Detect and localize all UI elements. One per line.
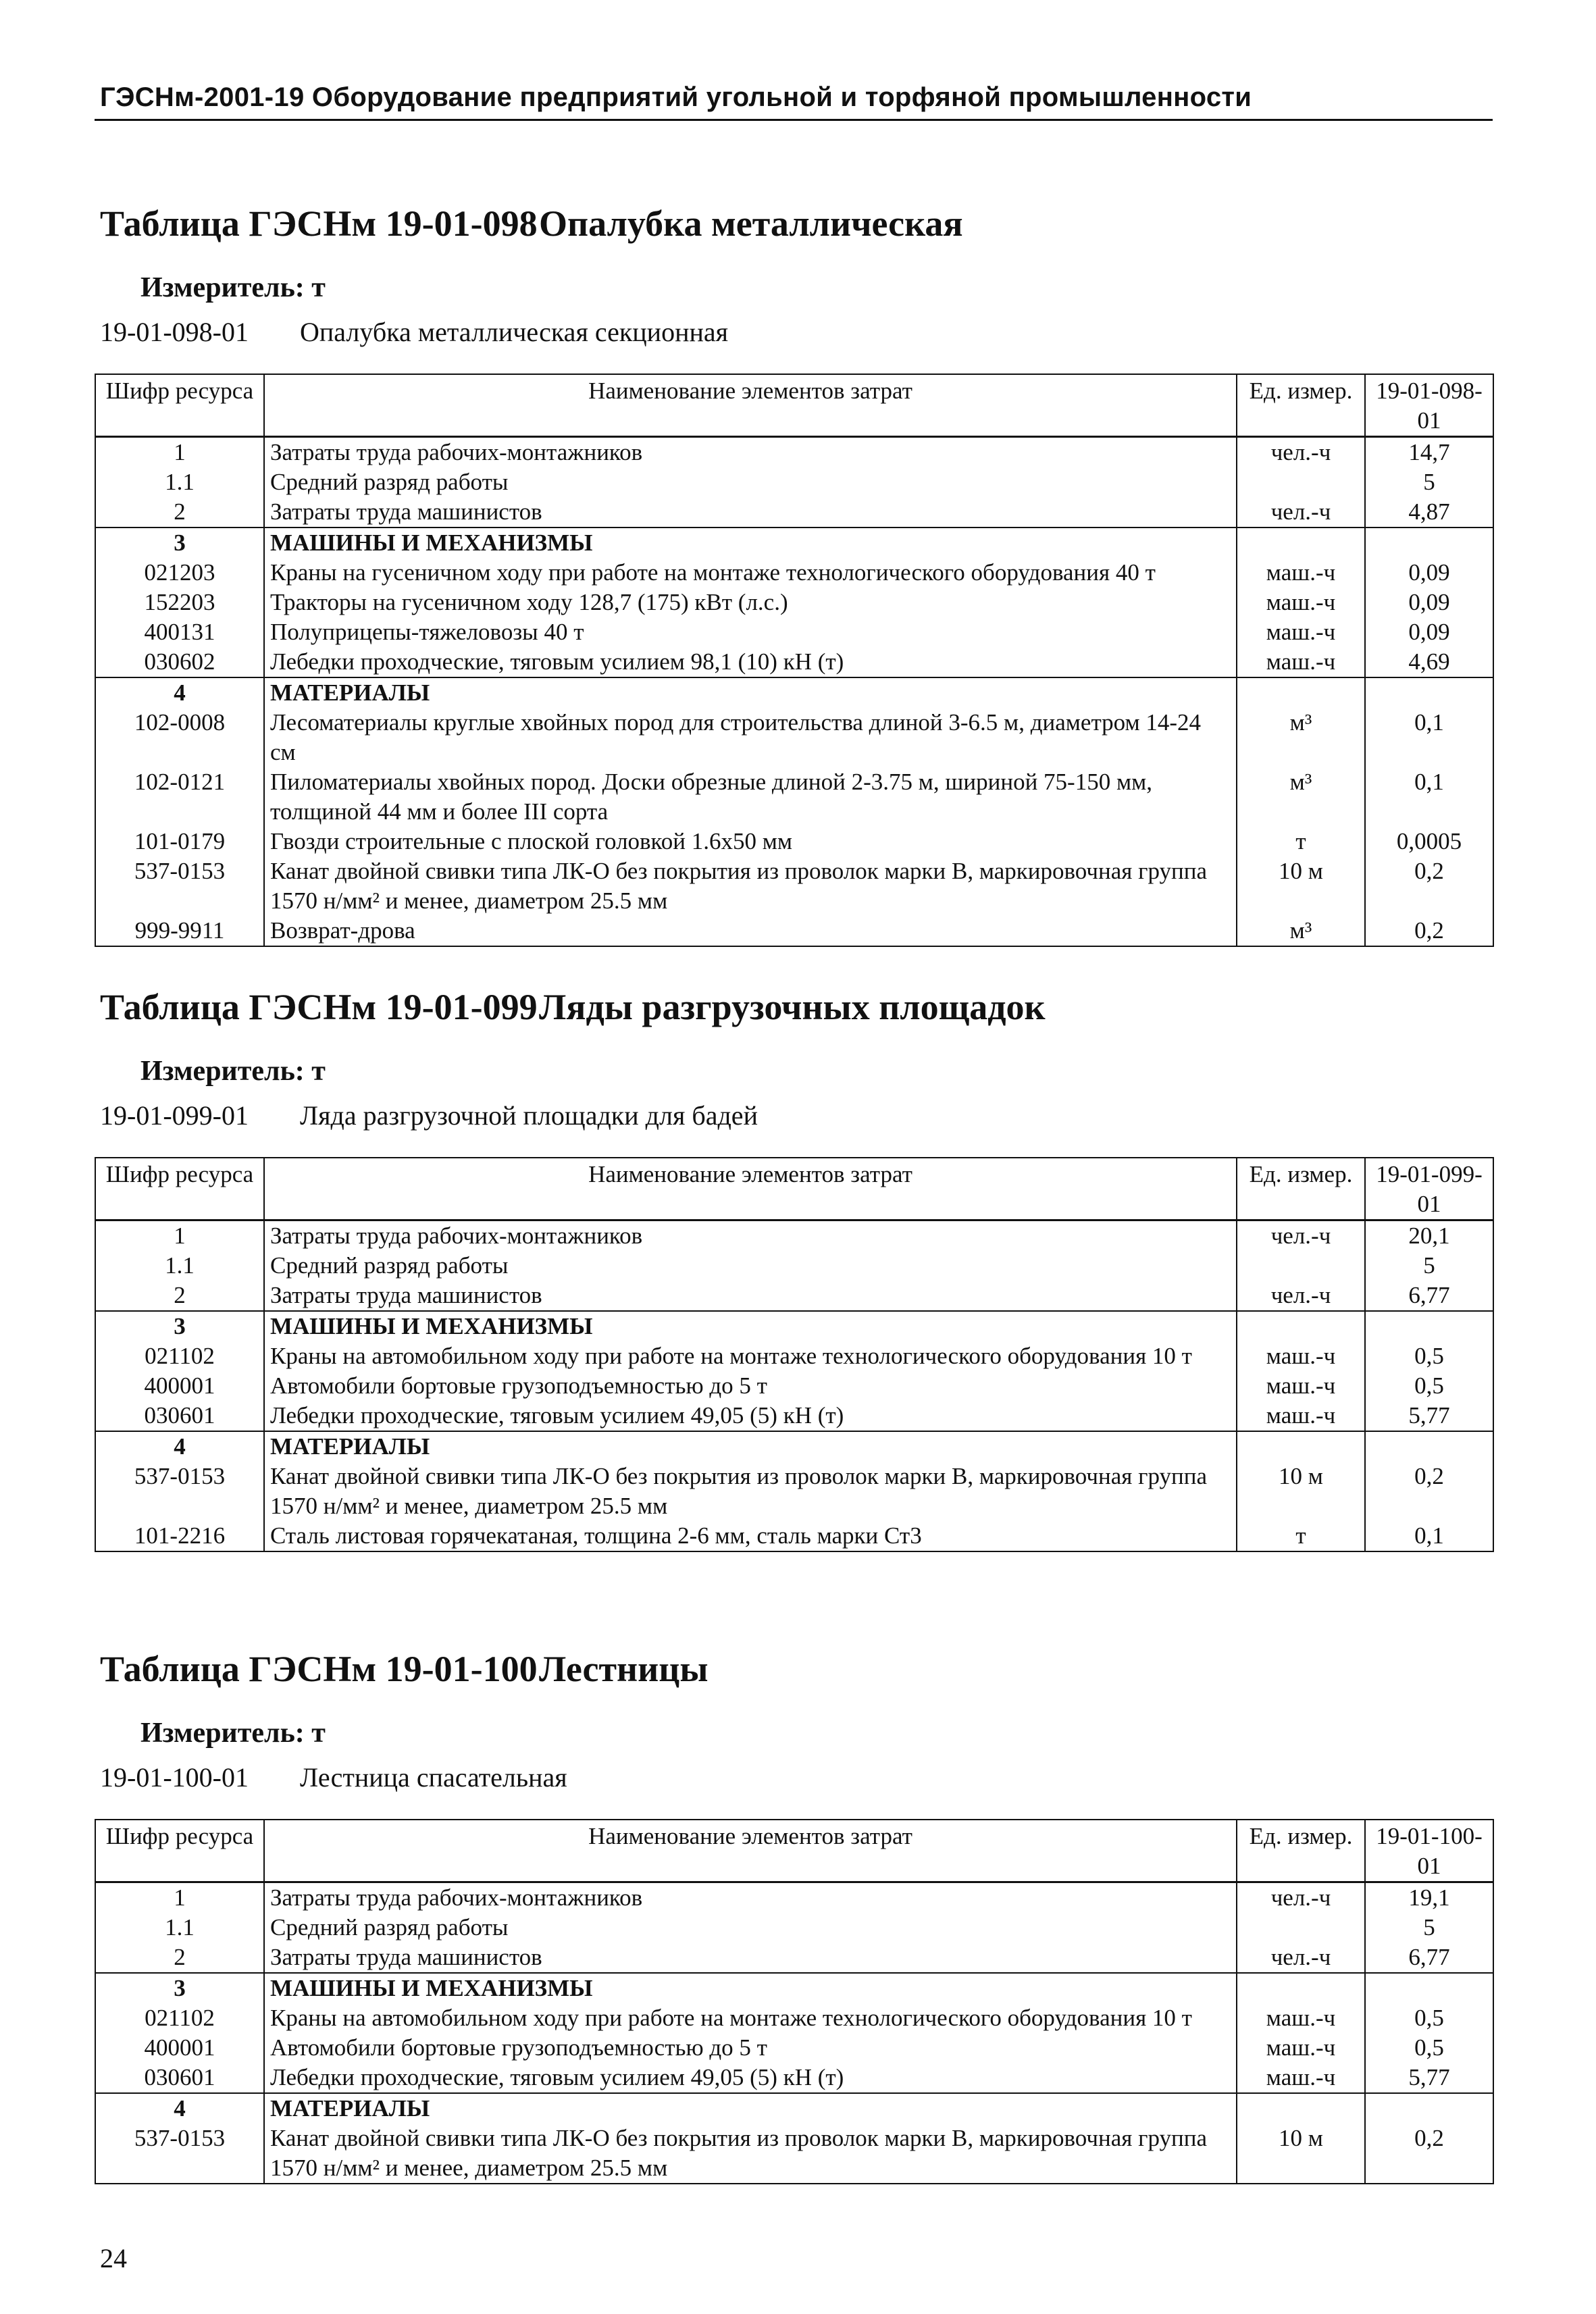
work-name: Ляда разгрузочной площадки для бадей [300, 1100, 758, 1131]
norm-value: 5 [1365, 1251, 1493, 1281]
unit-of-measure [1237, 467, 1365, 497]
table-row [95, 708, 1493, 767]
resource-code: 537-0153 [95, 856, 264, 916]
cost-element-name: Канат двойной свивки типа ЛК-О без покрытия из проволок марки В, маркировочная группа 1570 н/мм² и менее, диаметром 25.5 мм [264, 856, 1237, 916]
column-header-value: 19-01-099-01 [1365, 1158, 1493, 1220]
resource-code: 2 [95, 1943, 264, 1973]
table-section-098 [95, 203, 1493, 947]
cost-element-name: МАШИНЫ И МЕХАНИЗМЫ [264, 1311, 1237, 1341]
column-header-name: Наименование элементов затрат [264, 1158, 1237, 1220]
table-title: Ляды разгрузочных площадок [539, 987, 1046, 1027]
unit-of-measure: м³ [1237, 708, 1365, 767]
resource-code: 152203 [95, 588, 264, 617]
work-code: 19-01-100-01 [100, 1762, 249, 1793]
unit-of-measure: маш.-ч [1237, 558, 1365, 588]
norm-value: 4,87 [1365, 497, 1493, 528]
cost-element-name: Затраты труда рабочих-монтажников [264, 1220, 1237, 1252]
resource-code: 102-0121 [95, 767, 264, 827]
resource-code: 4 [95, 677, 264, 708]
resource-code: 2 [95, 1281, 264, 1311]
table-row [95, 1311, 1493, 1341]
table-title: Опалубка металлическая [539, 203, 963, 244]
cost-element-name: Затраты труда машинистов [264, 1281, 1237, 1311]
norm-value: 0,5 [1365, 1371, 1493, 1401]
table-row [95, 1281, 1493, 1311]
cost-element-name: Средний разряд работы [264, 1251, 1237, 1281]
table-row [95, 916, 1493, 946]
page-number: 24 [100, 2243, 127, 2273]
norm-value: 6,77 [1365, 1281, 1493, 1311]
norm-value: 19,1 [1365, 1882, 1493, 1913]
unit-of-measure [1237, 528, 1365, 558]
header-row [95, 1158, 1493, 1220]
resource-code: 021102 [95, 1341, 264, 1371]
resource-code: 537-0153 [95, 2124, 264, 2184]
norm-value: 20,1 [1365, 1220, 1493, 1252]
unit-of-measure: чел.-ч [1237, 437, 1365, 468]
cost-element-name: Автомобили бортовые грузоподъемностью до 5 т [264, 2033, 1237, 2063]
column-header-code: Шифр ресурса [95, 1158, 264, 1220]
work-line [100, 1762, 1493, 1793]
column-header-value: 19-01-098-01 [1365, 374, 1493, 437]
table-section-100 [95, 1648, 1493, 2184]
column-header-code: Шифр ресурса [95, 1820, 264, 1882]
norm-value: 5 [1365, 467, 1493, 497]
measure-unit: Измеритель: т [140, 1056, 326, 1087]
unit-of-measure [1237, 1973, 1365, 2003]
cost-element-name: Лебедки проходческие, тяговым усилием 49,05 (5) кН (т) [264, 2063, 1237, 2093]
norm-value [1365, 1431, 1493, 1462]
norm-value: 0,5 [1365, 2003, 1493, 2033]
table-row [95, 2063, 1493, 2093]
cost-element-name: Возврат-дрова [264, 916, 1237, 946]
table-row [95, 1943, 1493, 1973]
unit-of-measure [1237, 1311, 1365, 1341]
table-row [95, 558, 1493, 588]
cost-element-name: Затраты труда рабочих-монтажников [264, 1882, 1237, 1913]
column-header-name: Наименование элементов затрат [264, 374, 1237, 437]
table-row [95, 1220, 1493, 1252]
resource-code: 1.1 [95, 467, 264, 497]
norm-value: 5,77 [1365, 1401, 1493, 1431]
unit-of-measure: чел.-ч [1237, 1943, 1365, 1973]
table-row [95, 467, 1493, 497]
cost-element-name: Автомобили бортовые грузоподъемностью до 5 т [264, 1371, 1237, 1401]
unit-of-measure: т [1237, 1521, 1365, 1551]
norm-value: 5,77 [1365, 2063, 1493, 2093]
table-row [95, 588, 1493, 617]
unit-of-measure: маш.-ч [1237, 2063, 1365, 2093]
cost-element-name: МАШИНЫ И МЕХАНИЗМЫ [264, 1973, 1237, 2003]
resource-code: 999-9911 [95, 916, 264, 946]
work-line [100, 1100, 1493, 1131]
cost-element-name: Полуприцепы-тяжеловозы 40 т [264, 617, 1237, 647]
table-row [95, 1431, 1493, 1462]
resource-code: 2 [95, 497, 264, 528]
norm-value: 0,0005 [1365, 827, 1493, 856]
cost-element-name: Средний разряд работы [264, 1913, 1237, 1943]
resource-code: 030601 [95, 1401, 264, 1431]
cost-element-name: МАТЕРИАЛЫ [264, 1431, 1237, 1462]
work-code: 19-01-099-01 [100, 1100, 249, 1131]
resource-code: 1.1 [95, 1251, 264, 1281]
resource-code: 3 [95, 1311, 264, 1341]
unit-of-measure: маш.-ч [1237, 617, 1365, 647]
norm-value: 0,09 [1365, 617, 1493, 647]
header-divider [95, 119, 1493, 121]
table-row [95, 1341, 1493, 1371]
unit-of-measure: маш.-ч [1237, 1401, 1365, 1431]
cost-element-name: Затраты труда рабочих-монтажников [264, 437, 1237, 468]
cost-element-name: Затраты труда машинистов [264, 497, 1237, 528]
unit-of-measure: маш.-ч [1237, 2003, 1365, 2033]
resource-code: 021102 [95, 2003, 264, 2033]
cost-element-name: Лебедки проходческие, тяговым усилием 98,1 (10) кН (т) [264, 647, 1237, 677]
unit-of-measure [1237, 1251, 1365, 1281]
unit-of-measure: 10 м [1237, 2124, 1365, 2184]
cost-element-name: Пиломатериалы хвойных пород. Доски обрезные длиной 2-3.75 м, шириной 75-150 мм, толщиной 44 мм и более III сорта [264, 767, 1237, 827]
header-row [95, 374, 1493, 437]
resource-code: 101-0179 [95, 827, 264, 856]
norm-value: 0,2 [1365, 2124, 1493, 2184]
table-row [95, 528, 1493, 558]
table-title: Лестницы [539, 1649, 709, 1689]
resource-code: 4 [95, 2093, 264, 2124]
norm-value: 0,5 [1365, 2033, 1493, 2063]
norm-table [95, 374, 1494, 947]
unit-of-measure: 10 м [1237, 1462, 1365, 1521]
cost-element-name: Сталь листовая горячекатаная, толщина 2-6 мм, сталь марки Ст3 [264, 1521, 1237, 1551]
resource-code: 400001 [95, 1371, 264, 1401]
unit-of-measure: м³ [1237, 916, 1365, 946]
table-row [95, 767, 1493, 827]
resource-code: 400131 [95, 617, 264, 647]
table-row [95, 497, 1493, 528]
table-row [95, 647, 1493, 677]
resource-code: 1 [95, 1220, 264, 1252]
norm-value: 4,69 [1365, 647, 1493, 677]
norm-value [1365, 1311, 1493, 1341]
unit-of-measure: чел.-ч [1237, 497, 1365, 528]
cost-element-name: Канат двойной свивки типа ЛК-О без покрытия из проволок марки В, маркировочная группа 1570 н/мм² и менее, диаметром 25.5 мм [264, 2124, 1237, 2184]
table-row [95, 1462, 1493, 1521]
norm-value: 14,7 [1365, 437, 1493, 468]
unit-of-measure: чел.-ч [1237, 1281, 1365, 1311]
unit-of-measure: м³ [1237, 767, 1365, 827]
section-title [100, 1648, 1493, 1690]
norm-value: 6,77 [1365, 1943, 1493, 1973]
norm-value: 0,09 [1365, 588, 1493, 617]
section-title [100, 203, 1493, 245]
table-row [95, 1521, 1493, 1551]
work-code: 19-01-098-01 [100, 317, 249, 347]
norm-value: 0,2 [1365, 856, 1493, 916]
norm-value: 0,1 [1365, 1521, 1493, 1551]
cost-element-name: МАТЕРИАЛЫ [264, 677, 1237, 708]
section-title [100, 986, 1493, 1028]
norm-value: 0,2 [1365, 916, 1493, 946]
table-row [95, 1913, 1493, 1943]
resource-code: 3 [95, 1973, 264, 2003]
table-row [95, 2003, 1493, 2033]
table-row [95, 437, 1493, 468]
table-code: Таблица ГЭСНм 19-01-099 [100, 987, 538, 1027]
measure-unit: Измеритель: т [140, 272, 326, 303]
norm-value: 0,5 [1365, 1341, 1493, 1371]
cost-element-name: Средний разряд работы [264, 467, 1237, 497]
unit-of-measure: чел.-ч [1237, 1220, 1365, 1252]
unit-of-measure [1237, 1913, 1365, 1943]
norm-value: 0,1 [1365, 767, 1493, 827]
resource-code: 030601 [95, 2063, 264, 2093]
table-row [95, 1882, 1493, 1913]
table-row [95, 1251, 1493, 1281]
table-row [95, 1401, 1493, 1431]
cost-element-name: Канат двойной свивки типа ЛК-О без покрытия из проволок марки В, маркировочная группа 1570 н/мм² и менее, диаметром 25.5 мм [264, 1462, 1237, 1521]
unit-of-measure: 10 м [1237, 856, 1365, 916]
unit-of-measure [1237, 677, 1365, 708]
resource-code: 030602 [95, 647, 264, 677]
cost-element-name: Краны на автомобильном ходу при работе на монтаже технологического оборудования 10 т [264, 2003, 1237, 2033]
cost-element-name: Тракторы на гусеничном ходу 128,7 (175) кВт (л.с.) [264, 588, 1237, 617]
table-row [95, 2093, 1493, 2124]
table-row [95, 677, 1493, 708]
resource-code: 101-2216 [95, 1521, 264, 1551]
work-name: Лестница спасательная [300, 1762, 567, 1793]
resource-code: 537-0153 [95, 1462, 264, 1521]
table-code: Таблица ГЭСНм 19-01-098 [100, 203, 538, 244]
norm-table [95, 1819, 1494, 2184]
unit-of-measure: чел.-ч [1237, 1882, 1365, 1913]
cost-element-name: Краны на гусеничном ходу при работе на монтаже технологического оборудования 40 т [264, 558, 1237, 588]
norm-value [1365, 677, 1493, 708]
unit-of-measure [1237, 2093, 1365, 2124]
column-header-name: Наименование элементов затрат [264, 1820, 1237, 1882]
cost-element-name: МАТЕРИАЛЫ [264, 2093, 1237, 2124]
unit-of-measure: т [1237, 827, 1365, 856]
table-section-099 [95, 986, 1493, 1552]
header-row [95, 1820, 1493, 1882]
cost-element-name: Краны на автомобильном ходу при работе на монтаже технологического оборудования 10 т [264, 1341, 1237, 1371]
cost-element-name: МАШИНЫ И МЕХАНИЗМЫ [264, 528, 1237, 558]
table-row [95, 1371, 1493, 1401]
norm-value [1365, 2093, 1493, 2124]
norm-value: 0,09 [1365, 558, 1493, 588]
table-code: Таблица ГЭСНм 19-01-100 [100, 1649, 538, 1689]
norm-value: 0,1 [1365, 708, 1493, 767]
cost-element-name: Затраты труда машинистов [264, 1943, 1237, 1973]
cost-element-name: Гвозди строительные с плоской головкой 1.6х50 мм [264, 827, 1237, 856]
column-header-unit: Ед. измер. [1237, 1158, 1365, 1220]
table-row [95, 856, 1493, 916]
work-name: Опалубка металлическая секционная [300, 317, 729, 347]
cost-element-name: Лесоматериалы круглые хвойных пород для строительства длиной 3-6.5 м, диаметром 14-24 см [264, 708, 1237, 767]
norm-value: 5 [1365, 1913, 1493, 1943]
resource-code: 1 [95, 1882, 264, 1913]
unit-of-measure: маш.-ч [1237, 2033, 1365, 2063]
unit-of-measure: маш.-ч [1237, 647, 1365, 677]
unit-of-measure: маш.-ч [1237, 588, 1365, 617]
column-header-value: 19-01-100-01 [1365, 1820, 1493, 1882]
resource-code: 1 [95, 437, 264, 468]
norm-table [95, 1157, 1494, 1552]
norm-value: 0,2 [1365, 1462, 1493, 1521]
unit-of-measure [1237, 1431, 1365, 1462]
resource-code: 102-0008 [95, 708, 264, 767]
unit-of-measure: маш.-ч [1237, 1341, 1365, 1371]
table-row [95, 617, 1493, 647]
norm-value [1365, 528, 1493, 558]
resource-code: 1.1 [95, 1913, 264, 1943]
norm-value [1365, 1973, 1493, 2003]
page-header: ГЭСНм-2001-19 Оборудование предприятий угольной и торфяной промышленности [100, 82, 1252, 112]
resource-code: 3 [95, 528, 264, 558]
column-header-unit: Ед. измер. [1237, 1820, 1365, 1882]
column-header-code: Шифр ресурса [95, 374, 264, 437]
table-row [95, 2033, 1493, 2063]
resource-code: 400001 [95, 2033, 264, 2063]
unit-of-measure: маш.-ч [1237, 1371, 1365, 1401]
resource-code: 4 [95, 1431, 264, 1462]
table-row [95, 2124, 1493, 2184]
cost-element-name: Лебедки проходческие, тяговым усилием 49,05 (5) кН (т) [264, 1401, 1237, 1431]
measure-unit: Измеритель: т [140, 1718, 326, 1749]
work-line [100, 316, 1493, 348]
column-header-unit: Ед. измер. [1237, 374, 1365, 437]
table-row [95, 827, 1493, 856]
resource-code: 021203 [95, 558, 264, 588]
table-row [95, 1973, 1493, 2003]
